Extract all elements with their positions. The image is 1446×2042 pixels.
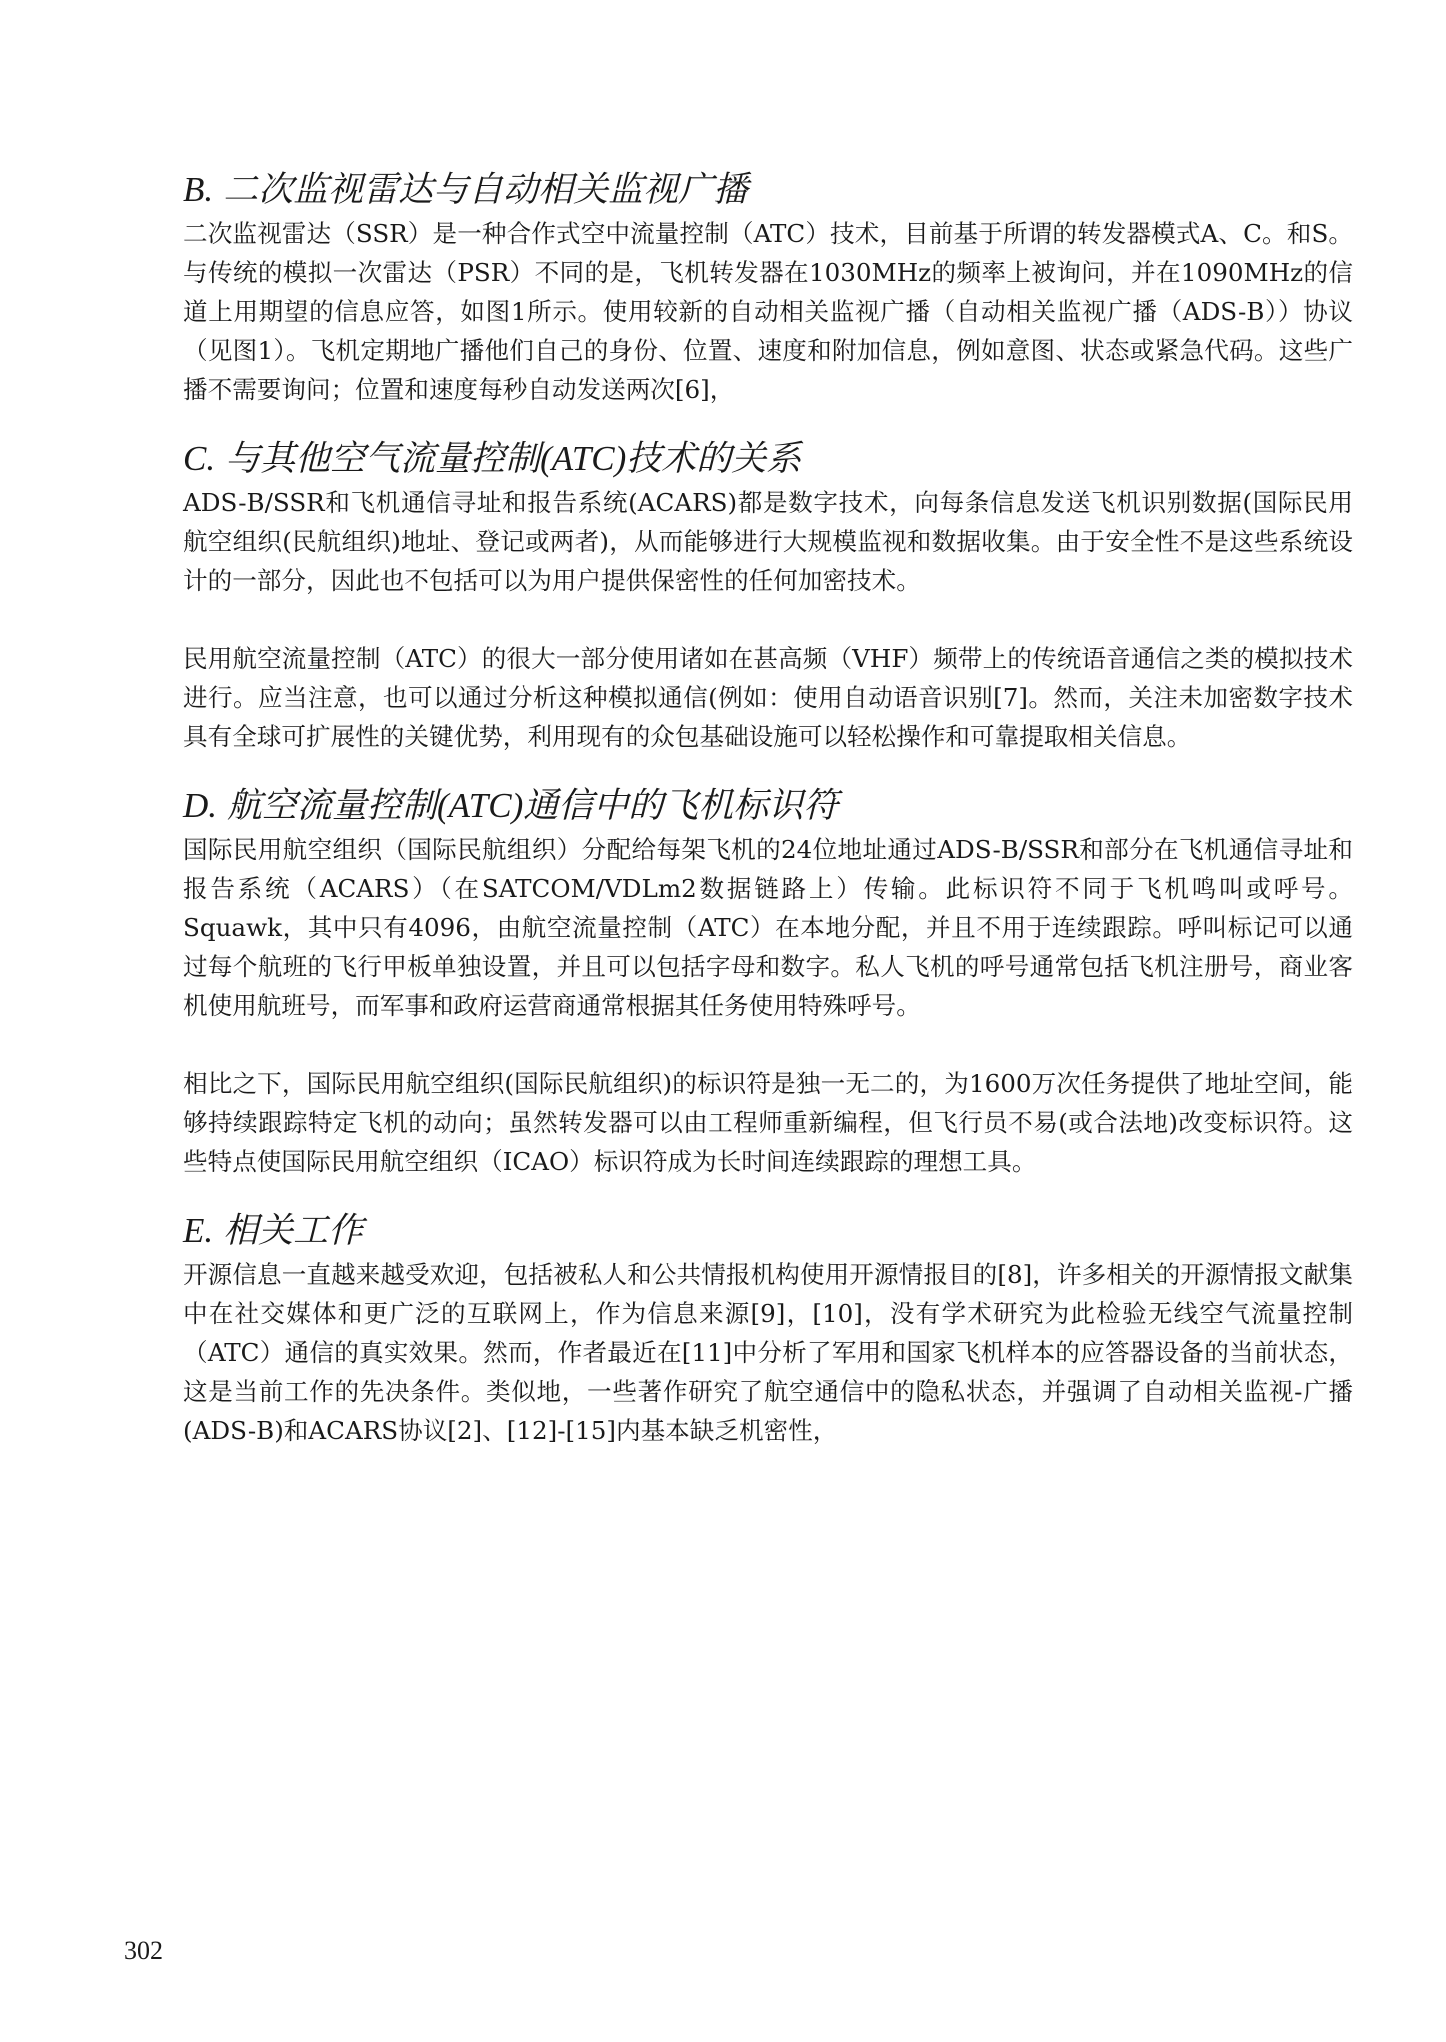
section-heading [183,784,1353,828]
section-title: 与其他空气流量控制(ATC)技术的关系 [225,439,802,478]
paragraph: 相比之下，国际民用航空组织(国际民航组织)的标识符是独一无二的，为1600万次任务提供了地址空间，能够持续跟踪特定飞机的动向；虽然转发器可以由工程师重新编程，但飞行员不易(或合法地)改变标识符。这些特点使国际民用航空组织（ICAO）标识符成为长时间连续跟踪的理想工具。 [183,1069,1353,1176]
section-letter: B. [183,170,214,209]
section-heading [183,168,1353,212]
section-title: 二次监视雷达与自动相关监视广播 [223,170,749,209]
section-heading [183,1209,1353,1253]
page-content [183,168,1353,1450]
paragraph: 二次监视雷达（SSR）是一种合作式空中流量控制（ATC）技术，目前基于所谓的转发器模式A、C。和S。与传统的模拟一次雷达（PSR）不同的是，飞机转发器在1030MHz的频率上被询问，并在1090MHz的信道上用期望的信息应答，如图1所示。使用较新的自动相关监视广播（自动相关监视广播（ADS-B））协议（见图1）。飞机定期地广播他们自己的身份、位置、速度和附加信息，例如意图、状态或紧急代码。这些广播不需要询问；位置和速度每秒自动发送两次[6]， [183,219,1353,404]
paragraph: 国际民用航空组织（国际民航组织）分配给每架飞机的24位地址通过ADS-B/SSR和部分在飞机通信寻址和报告系统（ACARS）（在SATCOM/VDLm2数据链路上）传输。此标识符不同于飞机鸣叫或呼号。Squawk，其中只有4096，由航空流量控制（ATC）在本地分配，并且不用于连续跟踪。呼叫标记可以通过每个航班的飞行甲板单独设置，并且可以包括字母和数字。私人飞机的呼号通常包括飞机注册号，商业客机使用航班号，而军事和政府运营商通常根据其任务使用特殊呼号。 [183,835,1353,1020]
section-title: 航空流量控制(ATC)通信中的飞机标识符 [227,786,839,825]
section-d [183,784,1353,1181]
section-c [183,437,1353,756]
paragraph: ADS-B/SSR和飞机通信寻址和报告系统(ACARS)都是数字技术，向每条信息发送飞机识别数据(国际民用航空组织(民航组织)地址、登记或两者)，从而能够进行大规模监视和数据收集。由于安全性不是这些系统设计的一部分，因此也不包括可以为用户提供保密性的任何加密技术。 [183,488,1353,595]
section-letter: E. [183,1211,214,1250]
section-letter: C. [183,439,216,478]
page-number: 302 [124,1936,163,1965]
section-e [183,1209,1353,1450]
section-heading [183,437,1353,481]
section-title: 相关工作 [223,1211,364,1250]
paragraph: 开源信息一直越来越受欢迎，包括被私人和公共情报机构使用开源情报目的[8]，许多相关的开源情报文献集中在社交媒体和更广泛的互联网上，作为信息来源[9]，[10]，没有学术研究为此检验无线空气流量控制（ATC）通信的真实效果。然而，作者最近在[11]中分析了军用和国家飞机样本的应答器设备的当前状态，这是当前工作的先决条件。类似地，一些著作研究了航空通信中的隐私状态，并强调了自动相关监视-广播(ADS-B)和ACARS协议[2]、[12]-[15]内基本缺乏机密性， [183,1260,1353,1445]
paragraph: 民用航空流量控制（ATC）的很大一部分使用诸如在甚高频（VHF）频带上的传统语音通信之类的模拟技术进行。应当注意，也可以通过分析这种模拟通信(例如：使用自动语音识别[7]。然而，关注未加密数字技术具有全球可扩展性的关键优势，利用现有的众包基础设施可以轻松操作和可靠提取相关信息。 [183,644,1353,751]
section-letter: D. [183,786,218,825]
section-b [183,168,1353,409]
